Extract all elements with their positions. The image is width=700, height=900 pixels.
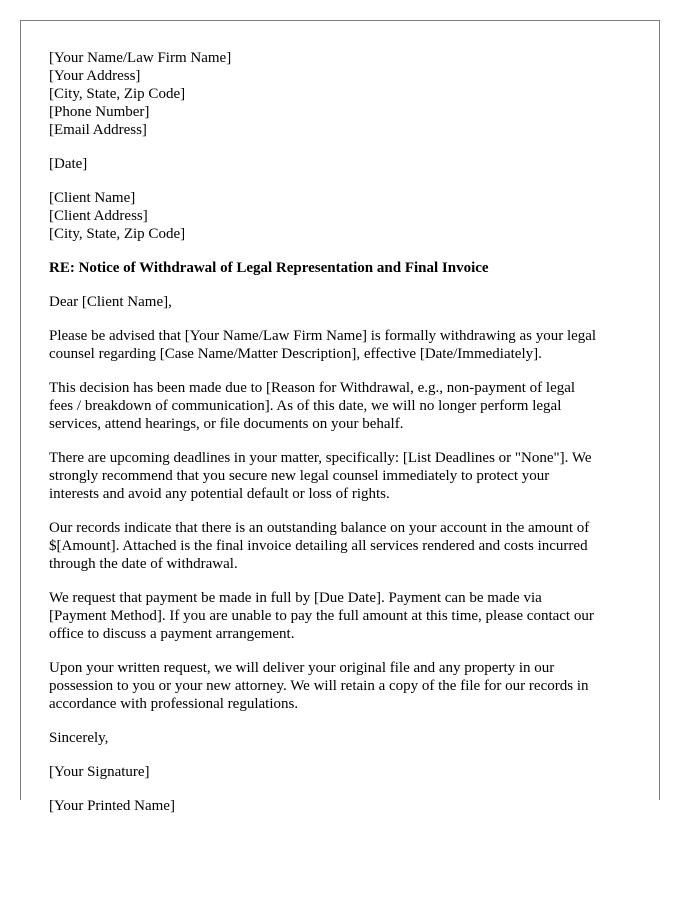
- paragraph-line: strongly recommend that you secure new legal counsel immediately to protect your: [49, 468, 550, 484]
- sender-phone: [Phone Number]: [49, 104, 150, 120]
- paragraph-line: [Payment Method]. If you are unable to pay the full amount at this time, please contact our: [49, 608, 594, 624]
- paragraph-line: interests and avoid any potential default or loss of rights.: [49, 486, 390, 502]
- closing: Sincerely,: [49, 730, 109, 746]
- sender-email: [Email Address]: [49, 122, 147, 138]
- paragraph-line: We request that payment be made in full by [Due Date]. Payment can be made via: [49, 590, 542, 606]
- sender-name: [Your Name/Law Firm Name]: [49, 50, 232, 66]
- letter-page: [20, 20, 660, 814]
- paragraph-line: accordance with professional regulations.: [49, 696, 299, 712]
- letter-body: [49, 49, 639, 831]
- subject-line: RE: Notice of Withdrawal of Legal Representation and Final Invoice: [49, 260, 489, 276]
- paragraph-line: $[Amount]. Attached is the final invoice detailing all services rendered and costs incurred: [49, 538, 588, 554]
- paragraph-line: Our records indicate that there is an outstanding balance on your account in the amount of: [49, 520, 590, 536]
- recipient-city-state-zip: [City, State, Zip Code]: [49, 226, 186, 242]
- recipient-name: [Client Name]: [49, 190, 136, 206]
- paragraph-deadlines: [49, 449, 639, 503]
- paragraph-file-return: [49, 659, 639, 713]
- salutation: Dear [Client Name],: [49, 294, 172, 310]
- paragraph-line: through the date of withdrawal.: [49, 556, 238, 572]
- paragraph-line: This decision has been made due to [Reason for Withdrawal, e.g., non-payment of legal: [49, 380, 576, 396]
- paragraph-payment: [49, 589, 639, 643]
- paragraph-line: possession to you or your new attorney. We will retain a copy of the file for our records in: [49, 678, 589, 694]
- paragraph-line: counsel regarding [Case Name/Matter Description], effective [Date/Immediately].: [49, 346, 542, 362]
- letter-date: [Date]: [49, 156, 88, 172]
- paragraph-withdrawal-notice: [49, 327, 639, 363]
- paragraph-line: office to discuss a payment arrangement.: [49, 626, 295, 642]
- paragraph-line: Upon your written request, we will deliver your original file and any property in our: [49, 660, 555, 676]
- paragraph-line: Please be advised that [Your Name/Law Firm Name] is formally withdrawing as your legal: [49, 328, 597, 344]
- signature-placeholder: [Your Signature]: [49, 764, 150, 780]
- recipient-street: [Client Address]: [49, 208, 148, 224]
- sender-street: [Your Address]: [49, 68, 141, 84]
- sender-city-state-zip: [City, State, Zip Code]: [49, 86, 186, 102]
- paragraph-line: fees / breakdown of communication]. As of this date, we will no longer perform legal: [49, 398, 562, 414]
- recipient-address: [49, 189, 639, 243]
- paragraph-line: services, attend hearings, or file documents on your behalf.: [49, 416, 404, 432]
- paragraph-reason: [49, 379, 639, 433]
- printed-name: [Your Printed Name]: [49, 798, 175, 814]
- paragraph-balance: [49, 519, 639, 573]
- paragraph-line: There are upcoming deadlines in your matter, specifically: [List Deadlines or "None"]. We: [49, 450, 592, 466]
- sender-address: [49, 49, 639, 139]
